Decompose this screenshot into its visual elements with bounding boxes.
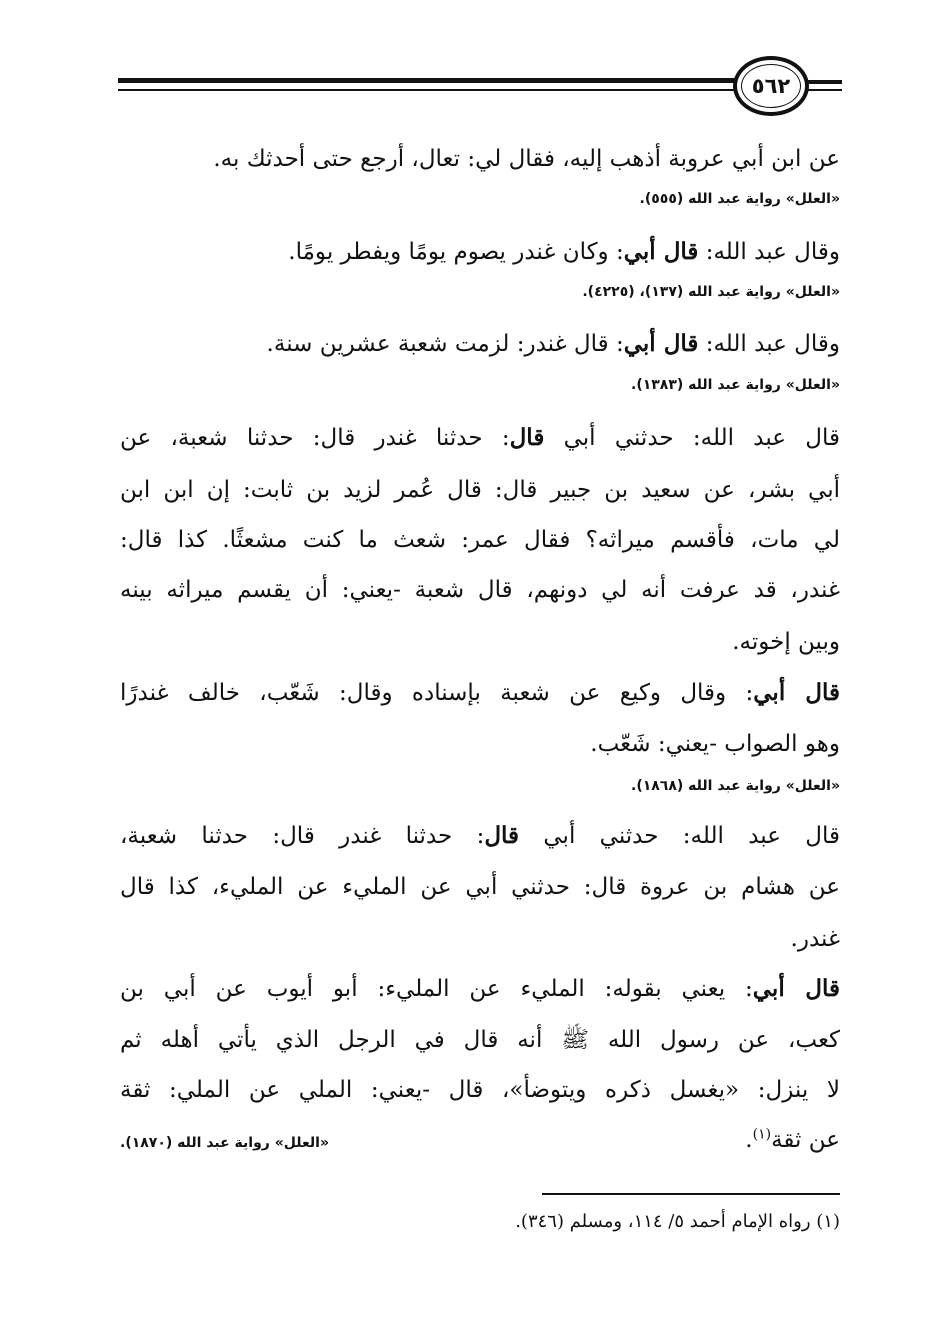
text-line: وهو الصواب -يعني: شَعّب. bbox=[590, 731, 840, 757]
citation: «العلل» رواية عبد الله (١٨٦٨). bbox=[631, 778, 840, 794]
bold-phrase: قال bbox=[509, 424, 545, 451]
text-line: أبي بشر، عن سعيد بن جبير قال: قال عُمر لزيد بن ثابت: إن ابن ابن bbox=[120, 477, 840, 503]
text-line: وبين إخوته. bbox=[732, 629, 840, 655]
header-rule-right bbox=[808, 80, 842, 84]
text-line: عن ثقة$^{(١)}$. bbox=[745, 1126, 840, 1153]
bold-phrase: قال أبي bbox=[752, 975, 840, 1002]
footnote: (١) رواه الإمام أحمد ٥/ ١١٤، ومسلم (٣٤٦). bbox=[515, 1211, 840, 1232]
text-line: قال أبي: يعني بقوله: المليء عن المليء: أبو أيوب عن أبي بن bbox=[120, 975, 840, 1002]
citation: «العلل» رواية عبد الله (١٣٧)، (٤٢٢٥). bbox=[582, 284, 840, 300]
citation: «العلل» رواية عبد الله (٥٥٥). bbox=[639, 191, 840, 207]
text-line: وقال عبد الله: قال أبي: قال غندر: لزمت شعبة عشرين سنة. bbox=[266, 330, 840, 357]
text-line: قال أبي: وقال وكيع عن شعبة بإسناده وقال: شَعّب، خالف غندرًا bbox=[120, 679, 840, 706]
text-line: عن هشام بن عروة قال: حدثني أبي عن المليء عن المليء، كذا قال bbox=[120, 874, 840, 900]
bold-phrase: قال أبي bbox=[753, 679, 840, 706]
citation: «العلل» رواية عبد الله (١٣٨٣). bbox=[631, 377, 840, 393]
footnote-separator bbox=[542, 1193, 840, 1195]
header-rule-thin bbox=[118, 89, 736, 91]
page-number: ٥٦٢ bbox=[751, 73, 791, 98]
text-line: قال عبد الله: حدثني أبي قال: حدثنا غندر قال: حدثنا شعبة، bbox=[120, 822, 840, 849]
footnote-marker[interactable]: (١) bbox=[752, 1126, 772, 1143]
bold-phrase: قال bbox=[484, 822, 520, 849]
text-line: غندر. bbox=[790, 926, 840, 952]
text-line: وقال عبد الله: قال أبي: وكان غندر يصوم يومًا ويفطر يومًا. bbox=[288, 238, 840, 265]
bold-phrase: قال أبي bbox=[623, 238, 699, 265]
header-rule-right-thin bbox=[808, 89, 842, 91]
text-line: عن ابن أبي عروبة أذهب إليه، فقال لي: تعال، أرجع حتى أحدثك به. bbox=[213, 146, 840, 172]
text-line: قال عبد الله: حدثني أبي قال: حدثنا غندر قال: حدثنا شعبة، عن bbox=[120, 424, 840, 451]
text-line: كعب، عن رسول الله ﷺ أنه قال في الرجل الذي يأتي أهله ثم bbox=[120, 1027, 840, 1053]
text-line: لا ينزل: «يغسل ذكره ويتوضأ»، قال -يعني: الملي عن الملي: ثقة bbox=[120, 1077, 840, 1103]
header-rule bbox=[118, 78, 736, 83]
citation: «العلل» رواية عبد الله (١٨٧٠). bbox=[120, 1135, 329, 1151]
text-line: لي مات، فأقسم ميراثه؟ فقال عمر: شعث ما كنت مشعثًا. كذا قال: bbox=[120, 527, 840, 553]
page-number-frame bbox=[733, 56, 809, 116]
text-line: غندر، قد عرفت أنه لي دونهم، قال شعبة -يعني: أن يقسم ميراثه بينه bbox=[120, 577, 840, 603]
bold-phrase: قال أبي bbox=[623, 330, 699, 357]
